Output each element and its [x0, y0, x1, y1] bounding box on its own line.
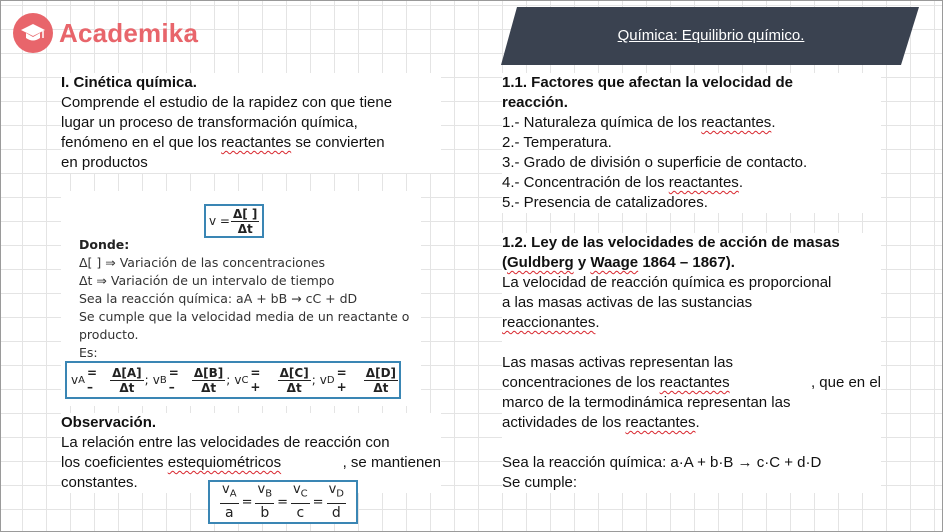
rate-sign: = – — [168, 366, 179, 394]
ratio-denominator: b — [260, 504, 270, 521]
ratio-subscript: C — [300, 488, 308, 500]
ratio-subscript: A — [229, 488, 237, 500]
rate-denominator: Δt — [286, 380, 302, 395]
text-fragment: 2.- Temperatura. — [502, 134, 612, 151]
rate-fraction — [192, 366, 225, 395]
rate-numerator: Δ[C] — [279, 365, 309, 380]
text-line: Se cumple que la velocidad media de un reactante o — [79, 309, 410, 324]
graduation-cap-icon — [13, 13, 53, 53]
text-fragment: fenómeno en el que los — [61, 134, 222, 151]
misspelled-word: Waage — [590, 254, 639, 271]
text-fragment: 3.- Grado de división o superficie de contacto. — [502, 154, 808, 171]
rate-symbol: v — [71, 373, 79, 387]
factor-item — [502, 173, 881, 193]
rate-fraction — [278, 366, 311, 395]
text-line — [61, 453, 441, 473]
text-line: en productos — [61, 154, 148, 171]
rate-numerator: Δ[D] — [365, 365, 397, 380]
rate-fraction — [364, 366, 398, 395]
donde-label: Donde: — [79, 237, 130, 252]
text-line: La relación entre las velocidades de reacción con — [61, 434, 390, 451]
text-line: Las masas activas representan las — [502, 354, 733, 371]
formula-panel — [61, 191, 421, 406]
rate-term — [320, 366, 399, 395]
spacer — [502, 333, 881, 353]
ratio-fraction — [327, 482, 346, 522]
text-fragment: . — [738, 174, 743, 191]
ratio-fraction — [291, 482, 310, 522]
definition-line: Δ[ ] ⇒ Variación de las concentraciones — [79, 255, 326, 270]
ratio-numerator — [327, 482, 346, 504]
formula-fraction — [231, 207, 259, 236]
equals-sign: = — [241, 494, 253, 510]
ratio-symbol: v — [328, 482, 337, 498]
text-line — [61, 133, 441, 153]
factor-item — [502, 193, 881, 213]
ratio-symbol: v — [222, 482, 230, 498]
ratio-fraction — [220, 482, 239, 522]
definition-line: Δt ⇒ Variación de un intervalo de tiempo — [79, 273, 335, 288]
text-fragment: y — [573, 254, 591, 271]
rate-term — [153, 366, 235, 395]
spacer — [502, 433, 881, 453]
rate-subscript: C — [241, 374, 249, 386]
rate-numerator: Δ[A] — [112, 365, 142, 380]
velocity-formula — [204, 204, 264, 238]
text-line: constantes. — [61, 474, 138, 491]
rates-formula — [65, 361, 401, 399]
misspelled-word: reactantes — [221, 134, 292, 151]
text-fragment: . — [695, 414, 700, 431]
ratio-symbol: v — [292, 482, 301, 498]
text-line: Comprende el estudio de la rapidez con que tiene — [61, 94, 393, 111]
rate-sign: = – — [86, 366, 98, 394]
rate-subscript: A — [78, 374, 85, 386]
misspelled-word: reactantes — [701, 114, 772, 131]
text-fragment: actividades de los — [502, 414, 626, 431]
rate-denominator: Δt — [201, 380, 217, 395]
ratio-numerator — [220, 482, 239, 504]
section-title: reacción. — [502, 94, 568, 111]
formula-denominator: Δt — [237, 221, 253, 236]
text-fragment: 1864 – 1867). — [638, 254, 735, 271]
factor-item — [502, 113, 881, 133]
misspelled-word: reactantes — [625, 414, 696, 431]
page-title: Química: Equilibrio químico. — [617, 27, 805, 44]
rate-separator: ; — [311, 373, 316, 387]
text-line: a las masas activas de las sustancias — [502, 294, 753, 311]
ratio-fraction — [255, 482, 274, 522]
text-fragment: concentraciones de los — [502, 374, 660, 391]
rate-denominator: Δt — [119, 380, 135, 395]
section-factors — [502, 73, 881, 213]
text-fragment: los coeficientes — [61, 454, 168, 471]
rate-sign: = + — [250, 366, 261, 394]
text-fragment: . — [771, 114, 776, 131]
text-fragment: se convierten — [291, 134, 385, 151]
text-fragment: 4.- Concentración de los — [502, 174, 669, 191]
rate-numerator: Δ[B] — [193, 365, 224, 380]
ratio-formula — [208, 480, 358, 524]
text-line: Es: — [79, 345, 98, 360]
rate-sign: = + — [336, 366, 347, 394]
text-line: lugar un proceso de transformación química, — [61, 114, 358, 131]
equals-sign: = — [312, 494, 324, 510]
text-fragment: 5.- Presencia de catalizadores. — [502, 194, 708, 211]
ratio-numerator — [255, 482, 274, 504]
factor-item — [502, 153, 881, 173]
formula-numerator: Δ[ ] — [232, 206, 258, 221]
ratio-subscript: B — [265, 488, 273, 500]
text-line: marco de la termodinámica representan las — [502, 394, 791, 411]
rate-term — [234, 366, 319, 395]
text-fragment: . — [595, 314, 600, 331]
rate-subscript: D — [326, 374, 335, 386]
ratio-denominator: c — [296, 504, 305, 521]
rate-separator: ; — [144, 373, 149, 387]
rate-separator: ; — [226, 373, 231, 387]
reaction-line: Sea la reacción química: a·A + b·B → c·C + d·D — [502, 454, 822, 471]
brand-logo[interactable] — [13, 13, 198, 53]
text-fragment: ( — [502, 254, 507, 271]
rate-fraction — [110, 366, 144, 395]
text-line: Se cumple: — [502, 474, 578, 491]
brand-name: Academika — [59, 17, 199, 48]
ratio-denominator: a — [225, 504, 234, 521]
section-title — [502, 253, 881, 273]
misspelled-word: reactantes — [659, 374, 730, 391]
misspelled-word: reactantes — [668, 174, 739, 191]
section-kinetics — [61, 73, 441, 173]
factor-item — [502, 133, 881, 153]
misspelled-word: reaccionantes — [502, 314, 596, 331]
ratio-denominator: d — [331, 504, 341, 521]
misspelled-word: estequiométricos — [167, 454, 282, 471]
misspelled-word: Guldberg — [507, 254, 574, 271]
text-fragment — [221, 133, 441, 153]
rate-symbol: v — [234, 373, 242, 387]
ratio-symbol: v — [257, 482, 266, 498]
formula-lhs: v = — [209, 214, 230, 228]
text-line — [502, 313, 881, 333]
section-mass-action — [502, 233, 881, 493]
rate-subscript: B — [159, 374, 167, 386]
section-title: I. Cinética química. — [61, 74, 197, 91]
text-fragment: , que en el — [810, 374, 881, 391]
rate-denominator: Δt — [373, 380, 389, 395]
equals-sign: = — [277, 494, 288, 510]
text-line — [502, 413, 881, 433]
rate-symbol: v — [319, 373, 327, 387]
section-title: Observación. — [61, 414, 157, 431]
text-line — [502, 373, 881, 393]
text-line: La velocidad de reacción química es proporcional — [502, 274, 832, 291]
text-fragment: 1.- Naturaleza química de los — [502, 114, 702, 131]
reaction-line: Sea la reacción química: aA + bB → cC + dD — [79, 291, 358, 306]
rate-term — [71, 366, 153, 395]
text-fragment: , se mantienen — [342, 454, 441, 471]
section-title: 1.2. Ley de las velocidades de acción de masas — [502, 234, 840, 251]
ratio-numerator — [291, 482, 310, 504]
text-line: producto. — [79, 327, 139, 342]
rate-symbol: v — [152, 373, 160, 387]
section-title: 1.1. Factores que afectan la velocidad de — [502, 74, 793, 91]
ratio-subscript: D — [336, 488, 344, 500]
